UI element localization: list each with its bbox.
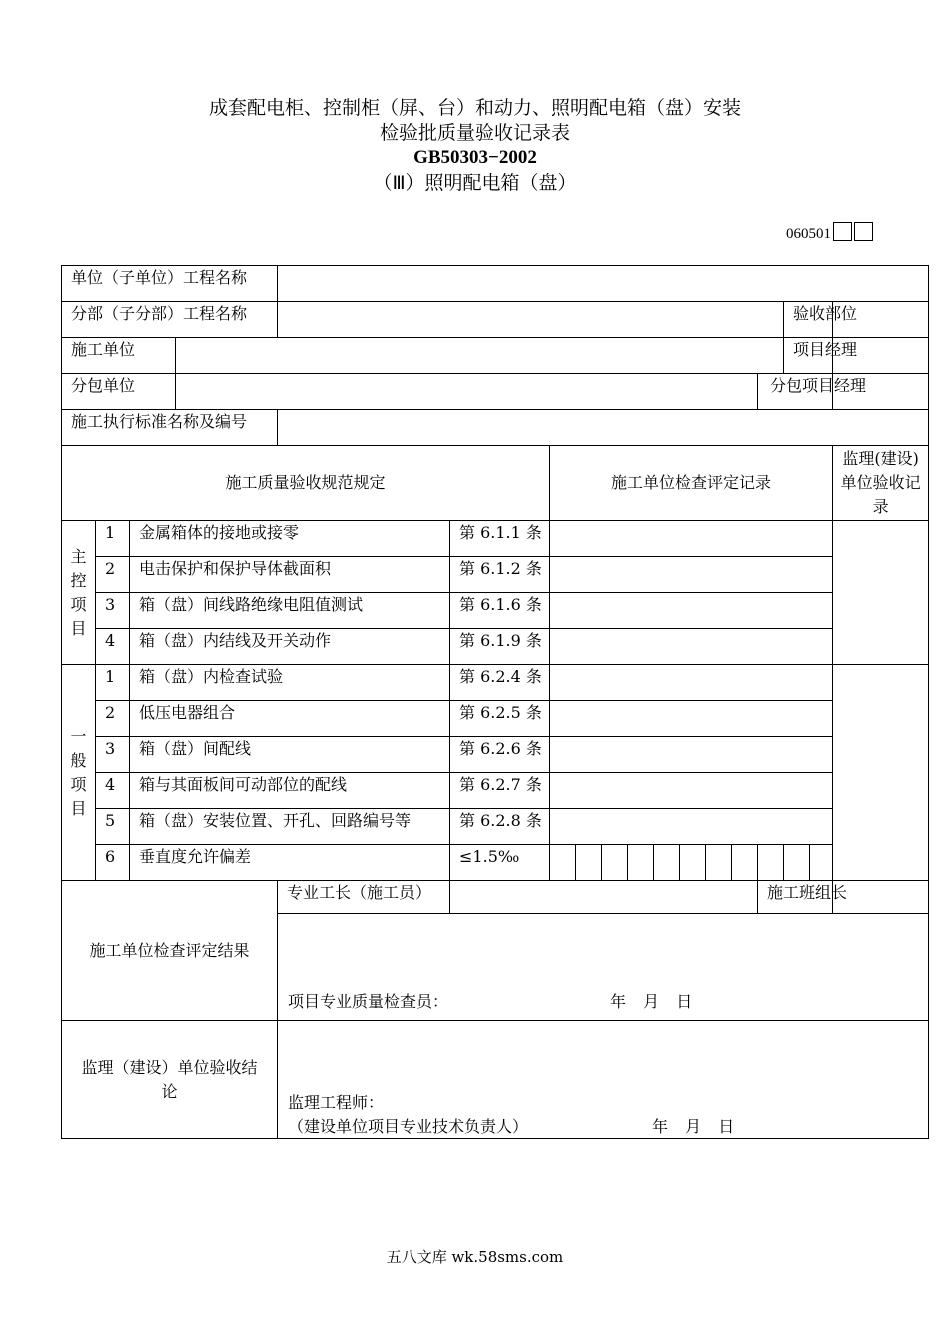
- doc-title-line4: （Ⅲ）照明配电箱（盘）: [373, 172, 577, 194]
- main-item-clause: 第 6.1.9 条: [450, 629, 550, 665]
- general-item-no: 5: [96, 809, 130, 845]
- label-team-leader: 施工班组长: [758, 881, 833, 914]
- main-item-record[interactable]: [550, 629, 833, 665]
- value-foreman[interactable]: [450, 881, 758, 914]
- main-item-clause: 第 6.1.6 条: [450, 593, 550, 629]
- general-item-name: 箱与其面板间可动部位的配线: [130, 773, 450, 809]
- label-project-manager: 项目经理: [784, 338, 833, 374]
- result-date: 年 月 日: [610, 992, 693, 1011]
- general-item-no: 4: [96, 773, 130, 809]
- general-item-clause: 第 6.2.6 条: [450, 737, 550, 773]
- main-item-name: 箱（盘）间线路绝缘电阻值测试: [130, 593, 450, 629]
- value-standard[interactable]: [278, 410, 929, 446]
- general-item-clause: ≤1.5‰: [450, 845, 550, 881]
- main-item-name: 电击保护和保护导体截面积: [130, 557, 450, 593]
- label-unit-project: 单位（子单位）工程名称: [62, 266, 278, 302]
- general-item-name: 箱（盘）安装位置、开孔、回路编号等: [130, 809, 450, 845]
- general-item-name: 箱（盘）内检查试验: [130, 665, 450, 701]
- col-supervision-header: 监理(建设)单位验收记录: [833, 446, 929, 521]
- main-items-label: 主 控 项 目: [62, 521, 96, 665]
- conclusion-signature-area[interactable]: [278, 1021, 929, 1139]
- main-item-clause: 第 6.1.1 条: [450, 521, 550, 557]
- doc-title-line1: 成套配电柜、控制柜（屏、台）和动力、照明配电箱（盘）安装: [208, 97, 741, 119]
- general-item-no: 1: [96, 665, 130, 701]
- deviation-cell[interactable]: [654, 845, 680, 881]
- general-item-record[interactable]: [550, 737, 833, 773]
- general-item-name: 垂直度允许偏差: [130, 845, 450, 881]
- code-box-2[interactable]: [854, 222, 873, 241]
- conclusion-date: 年 月 日: [652, 1117, 735, 1136]
- label-owner-tech-lead: （建设单位项目专业技术负责人）: [288, 1117, 529, 1136]
- general-item-clause: 第 6.2.5 条: [450, 701, 550, 737]
- general-items-supervision[interactable]: [833, 665, 929, 881]
- page-footer: 五八文库 wk.58sms.com: [386, 1248, 564, 1266]
- doc-title-line2: 检验批质量验收记录表: [379, 122, 570, 144]
- main-item-name: 箱（盘）内结线及开关动作: [130, 629, 450, 665]
- general-item-no: 2: [96, 701, 130, 737]
- general-item-name: 低压电器组合: [130, 701, 450, 737]
- label-acceptance-part: 验收部位: [784, 302, 833, 338]
- label-foreman: 专业工长（施工员）: [278, 881, 450, 914]
- form-code: [786, 222, 873, 245]
- main-item-no: 4: [96, 629, 130, 665]
- main-item-no: 2: [96, 557, 130, 593]
- main-item-no: 3: [96, 593, 130, 629]
- result-label: 施工单位检查评定结果: [62, 881, 278, 1021]
- main-item-clause: 第 6.1.2 条: [450, 557, 550, 593]
- value-construction-unit[interactable]: [176, 338, 784, 374]
- value-unit-project[interactable]: [278, 266, 929, 302]
- general-items-label: 一 般 项 目: [62, 665, 96, 881]
- general-item-name: 箱（盘）间配线: [130, 737, 450, 773]
- form-table: [61, 265, 929, 1139]
- col-spec-header: 施工质量验收规范规定: [62, 446, 550, 521]
- label-supervision-engineer: 监理工程师：: [288, 1093, 385, 1112]
- general-item-clause: 第 6.2.7 条: [450, 773, 550, 809]
- value-subcontract-unit[interactable]: [176, 374, 758, 410]
- value-division-project[interactable]: [278, 302, 784, 338]
- deviation-cell[interactable]: [758, 845, 784, 881]
- deviation-cell[interactable]: [732, 845, 758, 881]
- general-item-no: 3: [96, 737, 130, 773]
- label-inspector: 项目专业质量检查员：: [288, 992, 449, 1011]
- deviation-cell[interactable]: [680, 845, 706, 881]
- result-signature-area[interactable]: [278, 914, 929, 1021]
- label-construction-unit: 施工单位: [62, 338, 176, 374]
- general-item-record[interactable]: [550, 701, 833, 737]
- doc-title-standard: GB50303−2002: [413, 147, 537, 168]
- label-standard: 施工执行标准名称及编号: [62, 410, 278, 446]
- deviation-cell[interactable]: [628, 845, 654, 881]
- deviation-cell[interactable]: [576, 845, 602, 881]
- general-item-no: 6: [96, 845, 130, 881]
- deviation-cell[interactable]: [784, 845, 810, 881]
- conclusion-label: 监理（建设）单位验收结论: [62, 1021, 278, 1139]
- main-item-record[interactable]: [550, 557, 833, 593]
- main-items-supervision[interactable]: [833, 521, 929, 665]
- label-subcontract-unit: 分包单位: [62, 374, 176, 410]
- label-subcontract-manager: 分包项目经理: [758, 374, 833, 410]
- deviation-cell[interactable]: [550, 845, 576, 881]
- general-item-clause: 第 6.2.4 条: [450, 665, 550, 701]
- deviation-cell[interactable]: [810, 845, 833, 881]
- form-code-number: 060501: [786, 226, 831, 242]
- deviation-cell[interactable]: [706, 845, 732, 881]
- general-item-record[interactable]: [550, 665, 833, 701]
- code-box-1[interactable]: [833, 222, 852, 241]
- deviation-cell[interactable]: [602, 845, 628, 881]
- main-item-name: 金属箱体的接地或接零: [130, 521, 450, 557]
- col-record-header: 施工单位检查评定记录: [550, 446, 833, 521]
- general-item-clause: 第 6.2.8 条: [450, 809, 550, 845]
- general-item-record[interactable]: [550, 809, 833, 845]
- label-division-project: 分部（子分部）工程名称: [62, 302, 278, 338]
- main-item-record[interactable]: [550, 593, 833, 629]
- main-item-no: 1: [96, 521, 130, 557]
- main-item-record[interactable]: [550, 521, 833, 557]
- general-item-record[interactable]: [550, 773, 833, 809]
